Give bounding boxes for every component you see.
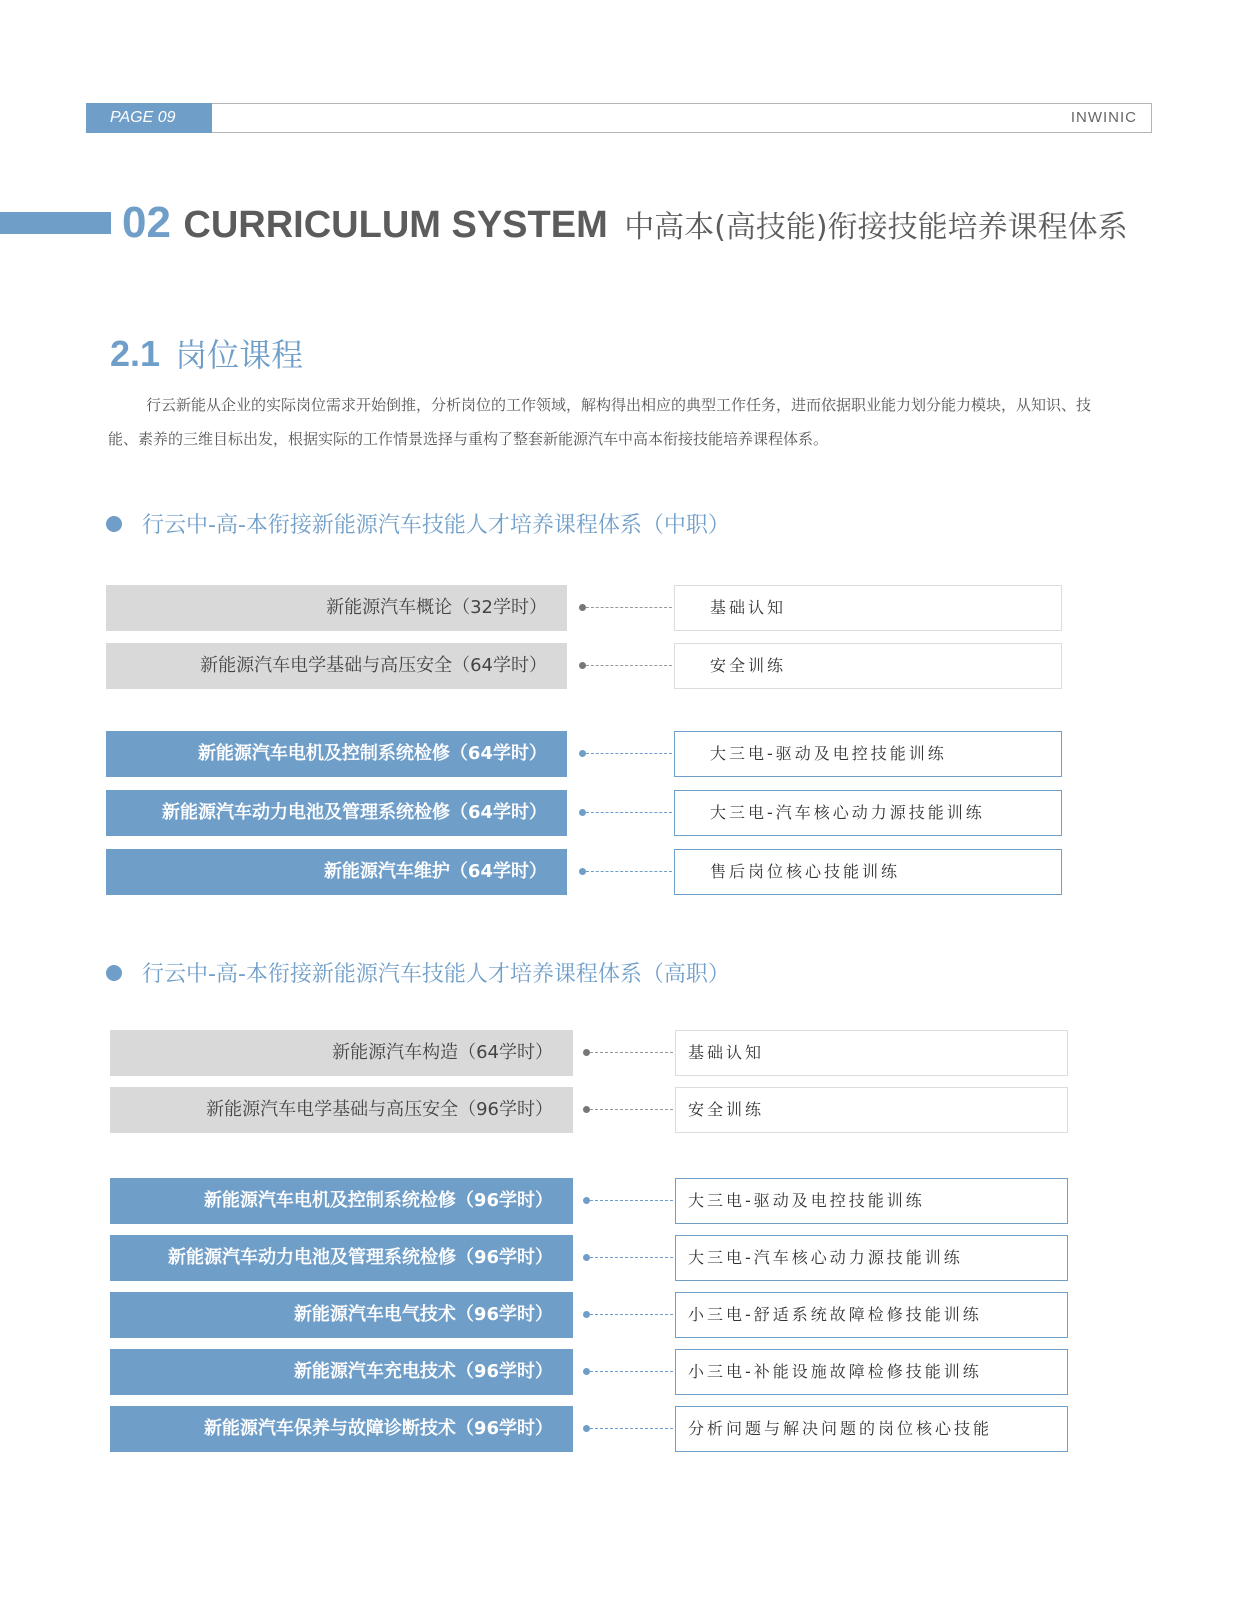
connector-line [586, 665, 672, 666]
connector-dot-icon [583, 1311, 590, 1318]
course-name: 新能源汽车动力电池及管理系统检修（64学时） [106, 790, 567, 836]
course-name: 新能源汽车电机及控制系统检修（64学时） [106, 731, 567, 777]
connector-line [590, 1314, 673, 1315]
connector-line [590, 1428, 673, 1429]
course-name: 新能源汽车概论（32学时） [106, 585, 567, 631]
skill-label: 基础认知 [675, 1030, 1068, 1076]
connector-dot-icon [583, 1197, 590, 1204]
connector-line [586, 812, 672, 813]
skill-label: 大三电-驱动及电控技能训练 [675, 1178, 1068, 1224]
connector-line [590, 1200, 673, 1201]
course-name: 新能源汽车构造（64学时） [110, 1030, 573, 1076]
skill-label: 大三电-驱动及电控技能训练 [674, 731, 1062, 777]
intro-paragraph: 行云新能从企业的实际岗位需求开始倒推，分析岗位的工作领域，解构得出相应的典型工作任务，进而依据职业能力划分能力模块，从知识、技能、素养的三维目标出发，根据实际的工作情景选择与重构了整套新能源汽车中高本衔接技能培养课程体系。 [108, 396, 1092, 448]
connector-dot-icon [579, 868, 586, 875]
connector-dot-icon [583, 1254, 590, 1261]
bullet-dot-icon [106, 965, 122, 981]
section-accent-bar [0, 212, 111, 234]
skill-label: 安全训练 [675, 1087, 1068, 1133]
course-name: 新能源汽车充电技术（96学时） [110, 1349, 573, 1395]
group-title: 行云中-高-本衔接新能源汽车技能人才培养课程体系（高职） [142, 962, 730, 987]
skill-label: 小三电-舒适系统故障检修技能训练 [675, 1292, 1068, 1338]
group-title: 行云中-高-本衔接新能源汽车技能人才培养课程体系（中职） [142, 513, 730, 538]
section-title-en: CURRICULUM SYSTEM [183, 204, 608, 246]
course-name: 新能源汽车电气技术（96学时） [110, 1292, 573, 1338]
connector-line [590, 1257, 673, 1258]
skill-label: 大三电-汽车核心动力源技能训练 [674, 790, 1062, 836]
course-name: 新能源汽车电机及控制系统检修（96学时） [110, 1178, 573, 1224]
connector-dot-icon [579, 604, 586, 611]
course-name: 新能源汽车保养与故障诊断技术（96学时） [110, 1406, 573, 1452]
connector-line [586, 871, 672, 872]
connector-dot-icon [579, 662, 586, 669]
group-heading-gaozhi [106, 957, 730, 988]
skill-label: 基础认知 [674, 585, 1062, 631]
page-number: PAGE 09 [86, 103, 212, 133]
subsection-label: 岗位课程 [175, 336, 304, 374]
page-header [86, 103, 1152, 133]
bullet-dot-icon [106, 516, 122, 532]
section-number: 02 [122, 198, 171, 247]
section-title [122, 198, 1128, 248]
course-name: 新能源汽车电学基础与高压安全（64学时） [106, 643, 567, 689]
connector-dot-icon [583, 1368, 590, 1375]
connector-dot-icon [579, 750, 586, 757]
skill-label: 小三电-补能设施故障检修技能训练 [675, 1349, 1068, 1395]
connector-line [586, 607, 672, 608]
connector-dot-icon [579, 809, 586, 816]
skill-label: 安全训练 [674, 643, 1062, 689]
skill-label: 大三电-汽车核心动力源技能训练 [675, 1235, 1068, 1281]
subsection-number: 2.1 [110, 333, 161, 374]
section-title-cn: 中高本(高技能)衔接技能培养课程体系 [624, 210, 1128, 245]
brand-name: INWINIC [1070, 109, 1137, 126]
connector-line [586, 753, 672, 754]
connector-dot-icon [583, 1106, 590, 1113]
course-name: 新能源汽车维护（64学时） [106, 849, 567, 895]
connector-line [590, 1109, 673, 1110]
group-heading-zhongzhi [106, 508, 730, 539]
subsection-title [110, 330, 303, 376]
connector-dot-icon [583, 1425, 590, 1432]
connector-line [590, 1371, 673, 1372]
course-name: 新能源汽车电学基础与高压安全（96学时） [110, 1087, 573, 1133]
connector-line [590, 1052, 673, 1053]
course-name: 新能源汽车动力电池及管理系统检修（96学时） [110, 1235, 573, 1281]
skill-label: 售后岗位核心技能训练 [674, 849, 1062, 895]
connector-dot-icon [583, 1049, 590, 1056]
skill-label: 分析问题与解决问题的岗位核心技能 [675, 1406, 1068, 1452]
